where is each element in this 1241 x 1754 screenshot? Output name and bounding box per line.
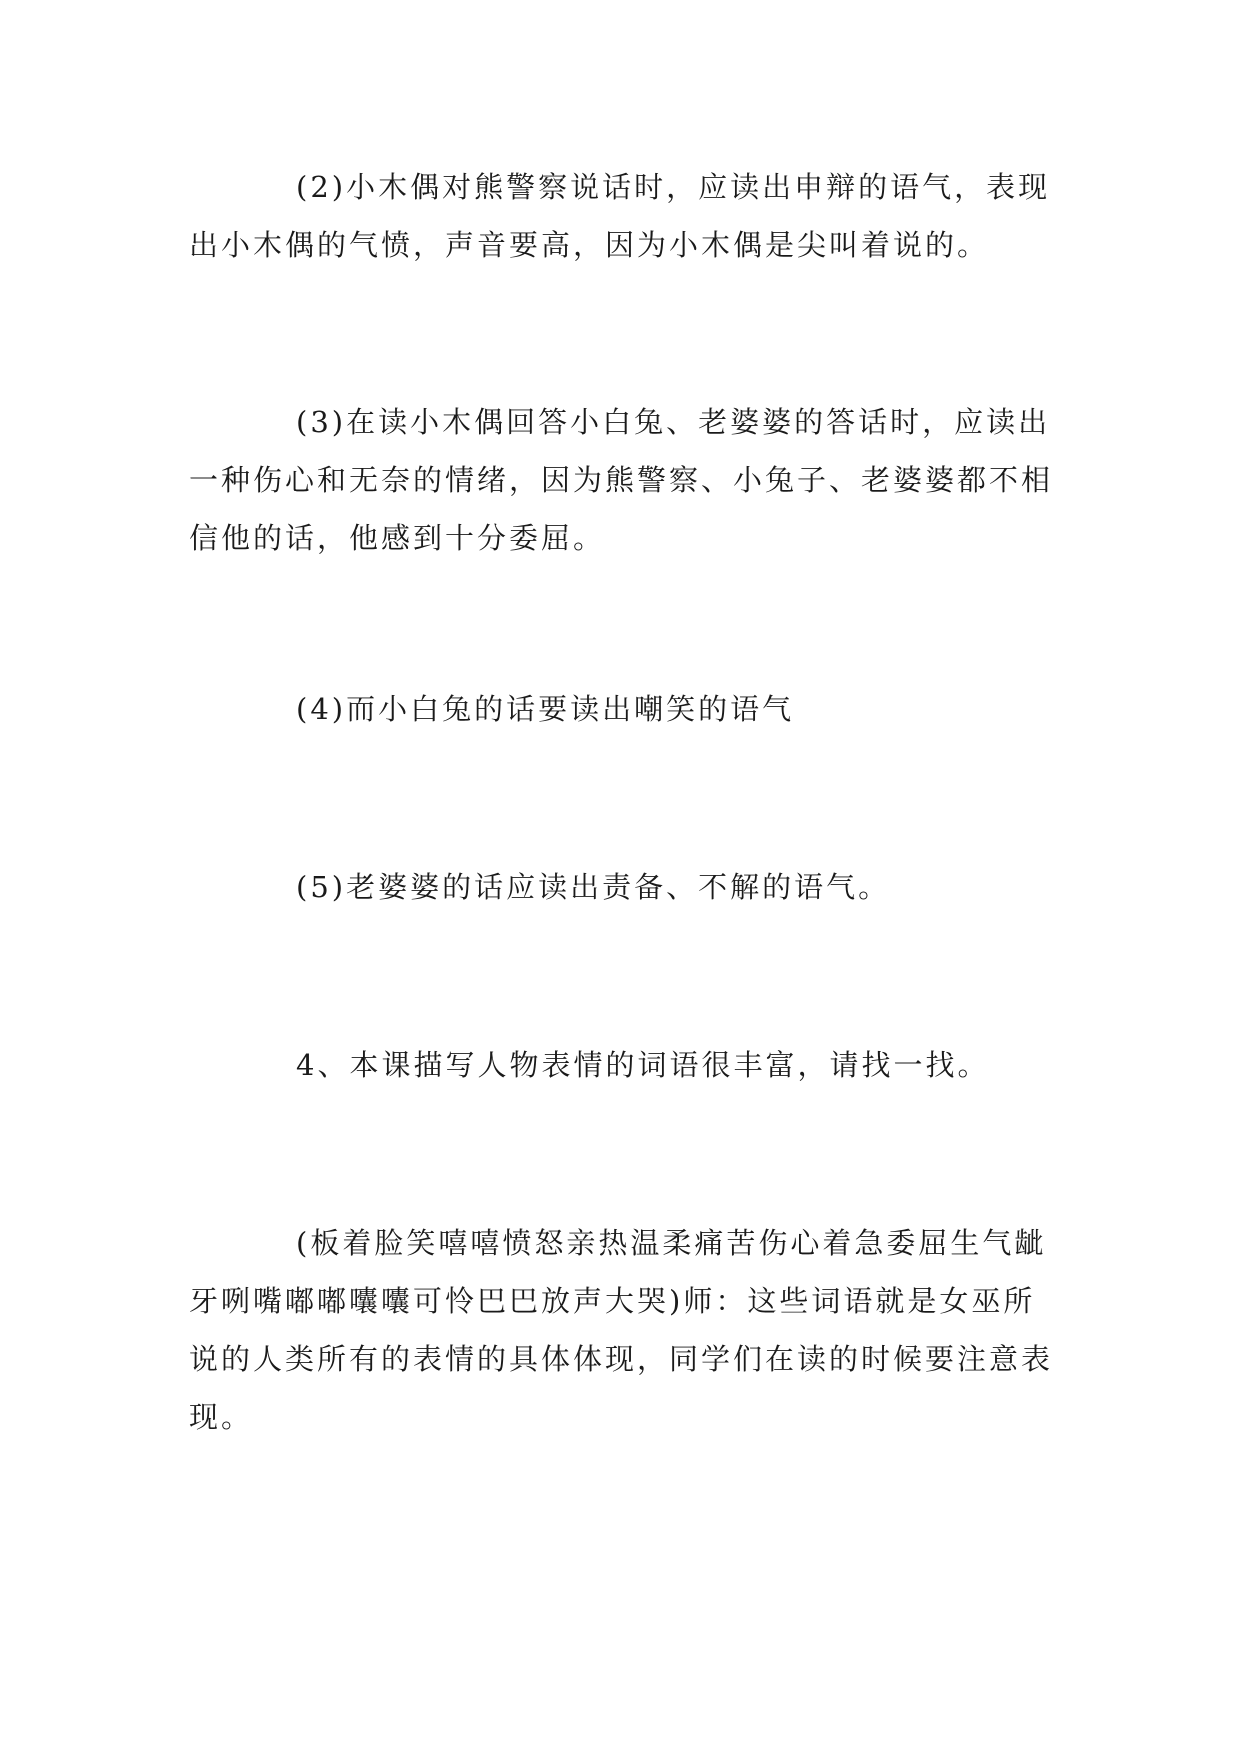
paragraph-question-4: 4、本课描写人物表情的词语很丰富，请找一找。	[296, 1048, 990, 1082]
paragraph-reading-tone-4: (4)而小白兔的话要读出嘲笑的语气	[296, 692, 795, 726]
paragraph-reading-tone-5: (5)老婆婆的话应读出责备、不解的语气。	[296, 870, 891, 904]
paragraph-reading-tone-3: (3)在读小木偶回答小白兔、老婆婆的答话时，应读出一种伤心和无奈的情绪，因为熊警察、小兔子、老婆婆都不相信他的话，他感到十分委屈。	[189, 405, 1054, 555]
paragraph-expression-words: (板着脸笑嘻嘻愤怒亲热温柔痛苦伤心着急委屈生气龇牙咧嘴嘟嘟囔囔可怜巴巴放声大哭)师：这些词语就是女巫所说的人类所有的表情的具体体现，同学们在读的时候要注意表现。	[189, 1226, 1054, 1434]
paragraph-reading-tone-2: (2)小木偶对熊警察说话时，应读出申辩的语气，表现出小木偶的气愤，声音要高，因为小木偶是尖叫着说的。	[189, 170, 1051, 262]
